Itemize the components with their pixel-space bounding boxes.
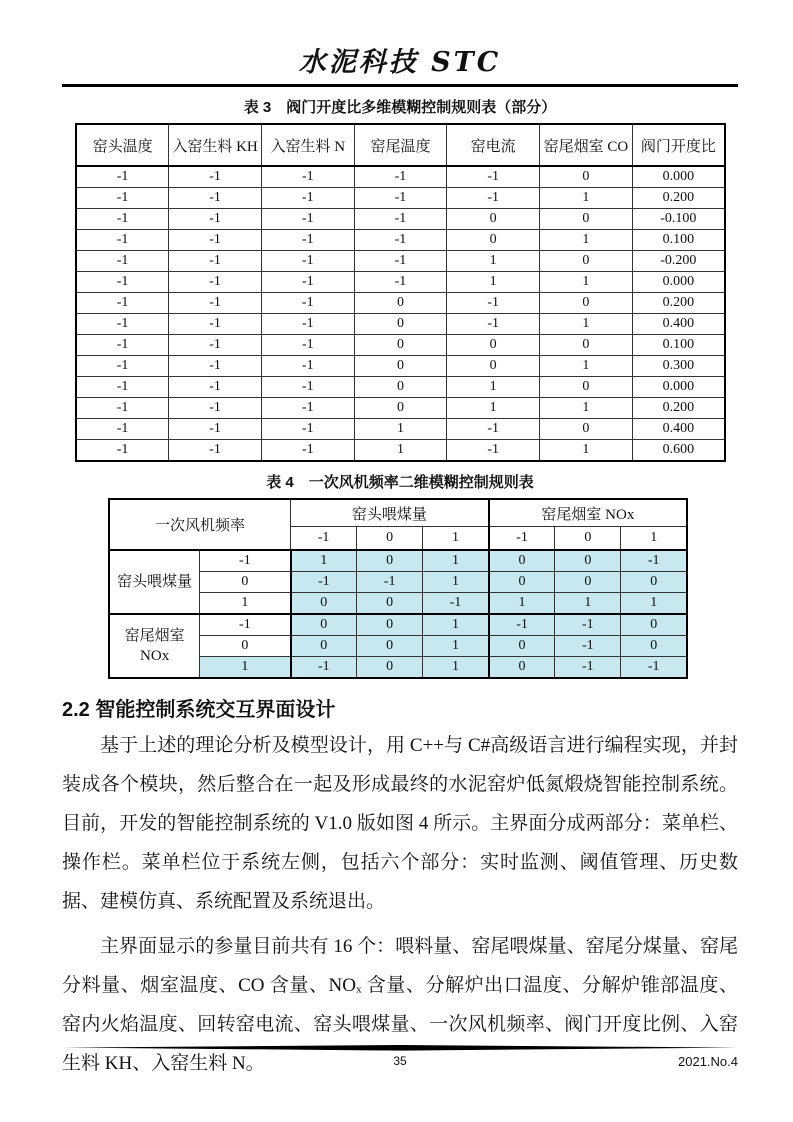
table3-cell: 0.200 bbox=[632, 188, 725, 209]
table4-cell: 0 bbox=[489, 550, 555, 572]
table3-cell: -1 bbox=[169, 356, 262, 377]
table3-cell: 1 bbox=[540, 188, 633, 209]
table3-cell: 1 bbox=[354, 440, 447, 462]
table4-cell: 0 bbox=[489, 636, 555, 657]
table3-cell: -1 bbox=[76, 230, 169, 251]
table3-cell: -1 bbox=[76, 188, 169, 209]
table4-cell: -1 bbox=[555, 614, 621, 636]
table4-column-sub-header: 0 bbox=[555, 527, 621, 551]
table3-row bbox=[76, 166, 725, 188]
table3-cell: -1 bbox=[261, 166, 354, 188]
table4-cell: -1 bbox=[621, 657, 687, 679]
table3-cell: -1 bbox=[169, 188, 262, 209]
table3-cell: 0 bbox=[540, 377, 633, 398]
journal-title: 水泥科技 STC bbox=[298, 47, 502, 78]
table3-cell: -1 bbox=[354, 230, 447, 251]
table3-cell: -1 bbox=[169, 272, 262, 293]
table3-cell: -1 bbox=[261, 209, 354, 230]
table3-cell: -1 bbox=[354, 188, 447, 209]
page-footer bbox=[62, 1045, 738, 1070]
issue-number: 2021.No.4 bbox=[678, 1054, 738, 1069]
table3-cell: -1 bbox=[76, 398, 169, 419]
table3-cell: -1 bbox=[76, 440, 169, 462]
table3-cell: 0 bbox=[540, 335, 633, 356]
table3-cell: 0 bbox=[540, 293, 633, 314]
page-number: 35 bbox=[393, 1054, 407, 1068]
table3-cell: -1 bbox=[169, 314, 262, 335]
table4-cell: -1 bbox=[621, 550, 687, 572]
table3-cell: 0.000 bbox=[632, 377, 725, 398]
table3-cell: -1 bbox=[261, 314, 354, 335]
page-content bbox=[62, 0, 738, 1089]
table3-cell: 1 bbox=[447, 398, 540, 419]
table4-cell: -1 bbox=[489, 614, 555, 636]
table4-cell: 0 bbox=[489, 657, 555, 679]
table4-cell: 1 bbox=[489, 593, 555, 615]
table3-cell: 1 bbox=[354, 419, 447, 440]
table4-cell: 0 bbox=[621, 572, 687, 593]
table3-cell: -1 bbox=[261, 440, 354, 462]
table3-cell: -1 bbox=[261, 188, 354, 209]
table3-cell: 1 bbox=[540, 272, 633, 293]
table3-cell: 0 bbox=[354, 377, 447, 398]
table4-cell: 0 bbox=[291, 614, 357, 636]
table3-cell: 1 bbox=[540, 440, 633, 462]
table3-cell: 0.000 bbox=[632, 272, 725, 293]
table3-cell: -1 bbox=[447, 314, 540, 335]
table3-cell: -1 bbox=[447, 440, 540, 462]
table3-cell: 0 bbox=[354, 356, 447, 377]
table3-cell: -1 bbox=[261, 272, 354, 293]
table3-cell: 1 bbox=[447, 272, 540, 293]
header-rule bbox=[62, 84, 738, 87]
table3-cell: -0.200 bbox=[632, 251, 725, 272]
table4-cell: -1 bbox=[291, 572, 357, 593]
table4-caption: 表 4 一次风机频率二维模糊控制规则表 bbox=[266, 474, 534, 491]
table3-cell: -1 bbox=[447, 166, 540, 188]
table4-row-sub-label: 0 bbox=[200, 636, 291, 657]
table3-cell: 0 bbox=[540, 166, 633, 188]
table4-row bbox=[109, 614, 687, 636]
table4-cell: 0 bbox=[357, 614, 423, 636]
table3-cell: 0 bbox=[540, 209, 633, 230]
table3-cell: -1 bbox=[169, 440, 262, 462]
table3-cell: 0 bbox=[447, 209, 540, 230]
table4-cell: 0 bbox=[489, 572, 555, 593]
table4-cell: 0 bbox=[621, 636, 687, 657]
table3-cell: -1 bbox=[169, 209, 262, 230]
footer-rule bbox=[62, 1045, 738, 1051]
table4-cell: -1 bbox=[291, 657, 357, 679]
table3-cell: 0.000 bbox=[632, 166, 725, 188]
table3-column-header: 阀门开度比 bbox=[632, 124, 725, 166]
fuzzy-rule-table-fan-frequency bbox=[108, 498, 688, 679]
table4-cell: 1 bbox=[423, 550, 489, 572]
table4-cell: 0 bbox=[555, 550, 621, 572]
table3-cell: 0 bbox=[540, 251, 633, 272]
table3-cell: 0 bbox=[354, 293, 447, 314]
table3-cell: -1 bbox=[76, 251, 169, 272]
table3-row bbox=[76, 293, 725, 314]
table3-cell: 0 bbox=[354, 398, 447, 419]
table3-cell: -1 bbox=[447, 419, 540, 440]
table4-column-group-label: 窑尾烟室 NOx bbox=[489, 499, 687, 527]
table3-row bbox=[76, 419, 725, 440]
table4-row-sub-label: 0 bbox=[200, 572, 291, 593]
table4-cell: -1 bbox=[555, 636, 621, 657]
table4-column-sub-header: -1 bbox=[291, 527, 357, 551]
table3-cell: -1 bbox=[169, 377, 262, 398]
table3-cell: -1 bbox=[354, 251, 447, 272]
table3-cell: -1 bbox=[261, 377, 354, 398]
table3-cell: -1 bbox=[76, 209, 169, 230]
table3-caption: 表 3 阀门开度比多维模糊控制规则表（部分） bbox=[243, 99, 557, 116]
table4-cell: 1 bbox=[423, 614, 489, 636]
table3-cell: -1 bbox=[447, 293, 540, 314]
table3-cell: -1 bbox=[261, 251, 354, 272]
table3-cell: -1 bbox=[261, 335, 354, 356]
table4-cell: 1 bbox=[291, 550, 357, 572]
table4-column-sub-header: -1 bbox=[489, 527, 555, 551]
table3-cell: 1 bbox=[540, 398, 633, 419]
table4-row-group-label: 窑尾烟室 NOx bbox=[109, 614, 200, 678]
body-paragraph-2: 主界面显示的参量目前共有 16 个：喂料量、窑尾喂煤量、窑尾分煤量、窑尾分料量、烟室温度、CO 含量、NOₓ 含量、分解炉出口温度、分解炉锥部温度、窑内火焰温度、回转窑电流、窑头喂煤量、一次风机频率、阀门开度比例、入窑生料 KH、入窑生料 N。 bbox=[62, 936, 738, 1074]
table3-row bbox=[76, 335, 725, 356]
table3-cell: -1 bbox=[169, 335, 262, 356]
table4-row-sub-label: -1 bbox=[200, 614, 291, 636]
table4-cell: 1 bbox=[423, 657, 489, 679]
table4-cell: 1 bbox=[555, 593, 621, 615]
table3-cell: -1 bbox=[76, 293, 169, 314]
fuzzy-rule-table-valve-opening bbox=[75, 123, 726, 462]
table4-row-group-label: 窑头喂煤量 bbox=[109, 550, 200, 614]
table3-cell: -1 bbox=[447, 188, 540, 209]
table3-row bbox=[76, 398, 725, 419]
table3-column-header: 入窑生料 KH bbox=[169, 124, 262, 166]
table3-cell: -1 bbox=[261, 356, 354, 377]
table3-cell: 0.100 bbox=[632, 230, 725, 251]
table4-column-group-label: 窑头喂煤量 bbox=[291, 499, 489, 527]
table3-cell: -1 bbox=[169, 419, 262, 440]
table3-cell: 0 bbox=[354, 335, 447, 356]
table3-cell: 0.100 bbox=[632, 335, 725, 356]
table3-column-header: 窑尾烟室 CO bbox=[540, 124, 633, 166]
table3-cell: -1 bbox=[261, 419, 354, 440]
table3-cell: 0.400 bbox=[632, 419, 725, 440]
table3-cell: 0 bbox=[354, 314, 447, 335]
table4-row-sub-label: 1 bbox=[200, 657, 291, 679]
table3-row bbox=[76, 209, 725, 230]
table4-cell: 0 bbox=[291, 636, 357, 657]
table3-row bbox=[76, 440, 725, 462]
table3-cell: 1 bbox=[447, 251, 540, 272]
table4-cell: -1 bbox=[555, 657, 621, 679]
table4-cell: 1 bbox=[423, 636, 489, 657]
table4-cell: 0 bbox=[621, 614, 687, 636]
table4-row-sub-label: -1 bbox=[200, 550, 291, 572]
table3-column-header: 入窑生料 N bbox=[261, 124, 354, 166]
table4-cell: -1 bbox=[357, 572, 423, 593]
table3-cell: 0.600 bbox=[632, 440, 725, 462]
table4-row-sub-label: 1 bbox=[200, 593, 291, 615]
table4-cell: 1 bbox=[423, 572, 489, 593]
footer-row bbox=[62, 1054, 738, 1070]
table4-cell: 1 bbox=[621, 593, 687, 615]
table3-row bbox=[76, 356, 725, 377]
table3-cell: -1 bbox=[76, 166, 169, 188]
table3-cell: 0.200 bbox=[632, 398, 725, 419]
table3-column-header: 窑头温度 bbox=[76, 124, 169, 166]
table3-row bbox=[76, 377, 725, 398]
table3-header-row bbox=[76, 124, 725, 166]
table3-row bbox=[76, 314, 725, 335]
table3-cell: 0 bbox=[540, 419, 633, 440]
table3-cell: -1 bbox=[354, 272, 447, 293]
table3-cell: -1 bbox=[76, 356, 169, 377]
table3-cell: -0.100 bbox=[632, 209, 725, 230]
table3-cell: 1 bbox=[540, 314, 633, 335]
table3-cell: -1 bbox=[169, 398, 262, 419]
table3-cell: 1 bbox=[447, 377, 540, 398]
table3-cell: -1 bbox=[76, 272, 169, 293]
body-paragraph-1: 基于上述的理论分析及模型设计，用 C++与 C#高级语言进行编程实现，并封装成各个模块，然后整合在一起及形成最终的水泥窑炉低氮煅烧智能控制系统。目前，开发的智能控制系统的 V1.0 版如图 4 所示。主界面分成两部分：菜单栏、操作栏。菜单栏位于系统左侧，包括六个部分：实时监测、阈值管理、历史数据、建模仿真、系统配置及系统退出。 bbox=[62, 735, 738, 912]
table3-cell: -1 bbox=[76, 419, 169, 440]
table3-cell: -1 bbox=[169, 166, 262, 188]
table4-column-sub-header: 1 bbox=[423, 527, 489, 551]
table3-cell: 1 bbox=[540, 230, 633, 251]
table3-cell: -1 bbox=[169, 293, 262, 314]
table3-row bbox=[76, 251, 725, 272]
table3-cell: -1 bbox=[169, 230, 262, 251]
table4-cell: 0 bbox=[357, 636, 423, 657]
table3-row bbox=[76, 272, 725, 293]
table3-cell: -1 bbox=[261, 293, 354, 314]
table3-cell: -1 bbox=[261, 230, 354, 251]
table3-cell: -1 bbox=[354, 166, 447, 188]
table3-cell: 0 bbox=[447, 230, 540, 251]
table4-cell: 0 bbox=[357, 657, 423, 679]
table4-header-group-row bbox=[109, 499, 687, 527]
table4-corner-label: 一次风机频率 bbox=[109, 499, 291, 550]
table3-cell: -1 bbox=[76, 314, 169, 335]
table3-cell: 0.300 bbox=[632, 356, 725, 377]
table3-cell: -1 bbox=[354, 209, 447, 230]
table3-cell: -1 bbox=[76, 377, 169, 398]
table4-cell: -1 bbox=[423, 593, 489, 615]
table4-cell: 0 bbox=[555, 572, 621, 593]
table4-column-sub-header: 1 bbox=[621, 527, 687, 551]
table4-cell: 0 bbox=[291, 593, 357, 615]
table3-cell: 0.400 bbox=[632, 314, 725, 335]
section-heading: 2.2 智能控制系统交互界面设计 bbox=[62, 699, 336, 721]
table3-column-header: 窑尾温度 bbox=[354, 124, 447, 166]
table3-column-header: 窑电流 bbox=[447, 124, 540, 166]
table3-cell: -1 bbox=[76, 335, 169, 356]
table3-row bbox=[76, 188, 725, 209]
table4-cell: 0 bbox=[357, 550, 423, 572]
table4-cell: 0 bbox=[357, 593, 423, 615]
table4-column-sub-header: 0 bbox=[357, 527, 423, 551]
table3-cell: -1 bbox=[169, 251, 262, 272]
table3-cell: -1 bbox=[261, 398, 354, 419]
table3-cell: 1 bbox=[540, 356, 633, 377]
table3-cell: 0 bbox=[447, 335, 540, 356]
table4-row bbox=[109, 550, 687, 572]
table3-cell: 0.200 bbox=[632, 293, 725, 314]
table3-cell: 0 bbox=[447, 356, 540, 377]
table3-row bbox=[76, 230, 725, 251]
